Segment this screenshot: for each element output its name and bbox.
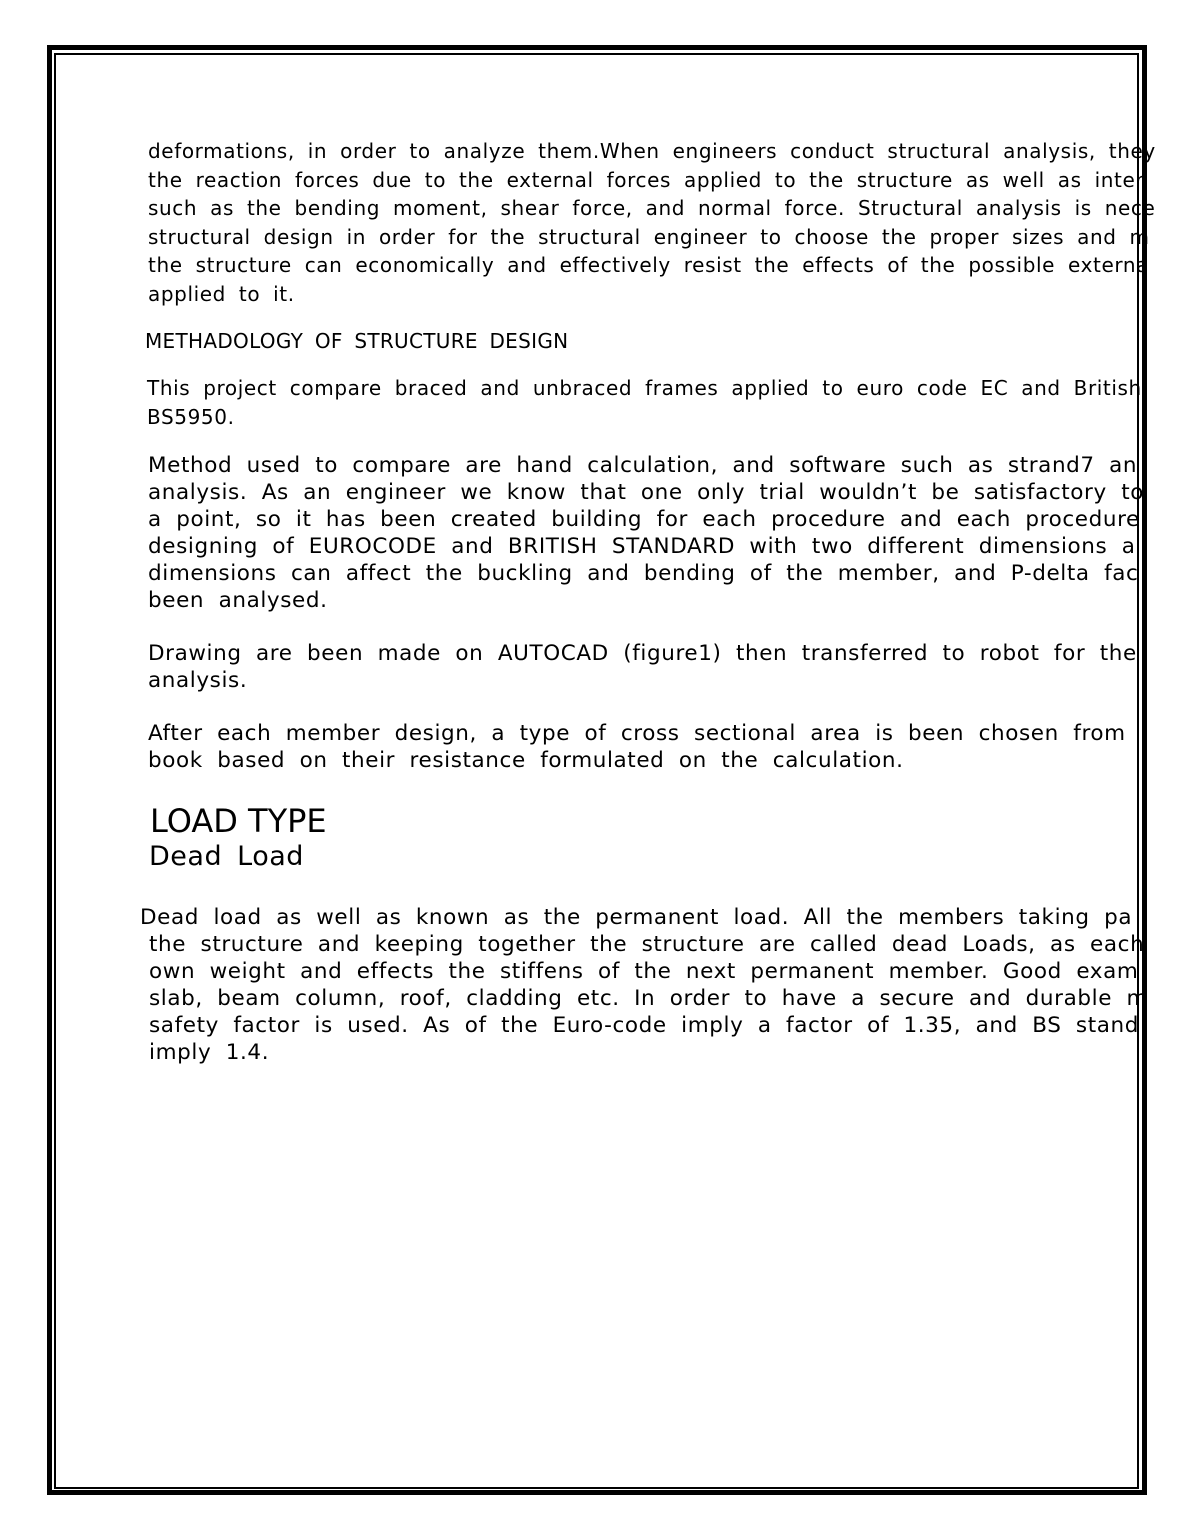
- text-line: the reaction forces due to the external forces applied to the structure as well as inter: [148, 167, 1145, 192]
- methodology-paragraph-3: [148, 640, 1190, 694]
- text-line: This project compare braced and unbraced frames applied to euro code EC and British: [147, 376, 1142, 400]
- text-line: applied to it.: [148, 281, 295, 306]
- text-line: the structure can economically and effectively resist the effects of the possible externa: [148, 253, 1149, 277]
- text-line: book based on their resistance formulated on the calculation.: [148, 748, 904, 773]
- text-line: Dead load as well as known as the permanent load. All the members taking pa: [140, 905, 1133, 930]
- text-line: dimensions can affect the buckling and bending of the member, and P-delta fac: [148, 561, 1139, 586]
- methodology-paragraph-2: [148, 452, 1190, 614]
- text-line: designing of EUROCODE and BRITISH STANDARD with two different dimensions a: [148, 534, 1136, 559]
- intro-paragraph: [148, 137, 1190, 308]
- text-line: deformations, in order to analyze them.When engineers conduct structural analysis, they: [148, 139, 1156, 163]
- load-type-heading: LOAD TYPE: [150, 802, 327, 840]
- text-line: imply 1.4.: [149, 1040, 270, 1065]
- text-line: analysis. As an engineer we know that one only trial wouldn’t be satisfactory to: [148, 480, 1145, 505]
- text-line: been analysed.: [148, 588, 328, 613]
- text-line: structural design in order for the structural engineer to choose the proper sizes and m: [148, 224, 1150, 249]
- text-line: After each member design, a type of cross sectional area is been chosen from: [148, 721, 1126, 746]
- dead-load-subheading: Dead Load: [149, 841, 304, 872]
- methodology-paragraph-1: [147, 374, 1190, 431]
- text-line: safety factor is used. As of the Euro-code imply a factor of 1.35, and BS stand: [149, 1013, 1139, 1038]
- text-line: such as the bending moment, shear force, and normal force. Structural analysis is nece: [148, 196, 1156, 220]
- text-line: a point, so it has been created building for each procedure and each procedure: [148, 507, 1140, 532]
- text-line: Method used to compare are hand calculation, and software such as strand7 an: [148, 453, 1138, 478]
- methodology-paragraph-4: [148, 720, 1190, 774]
- text-line: the structure and keeping together the structure are called dead Loads, as each: [149, 932, 1145, 957]
- text-line: slab, beam column, roof, cladding etc. In order to have a secure and durable m: [149, 986, 1148, 1011]
- dead-load-paragraph: [140, 904, 1190, 1066]
- methodology-heading: METHADOLOGY OF STRUCTURE DESIGN: [145, 329, 569, 353]
- text-line: analysis.: [148, 668, 248, 693]
- text-line: BS5950.: [147, 404, 235, 429]
- text-line: Drawing are been made on AUTOCAD (figure1) then transferred to robot for the: [148, 641, 1137, 666]
- text-line: own weight and effects the stiffens of the next permanent member. Good exam: [149, 959, 1139, 984]
